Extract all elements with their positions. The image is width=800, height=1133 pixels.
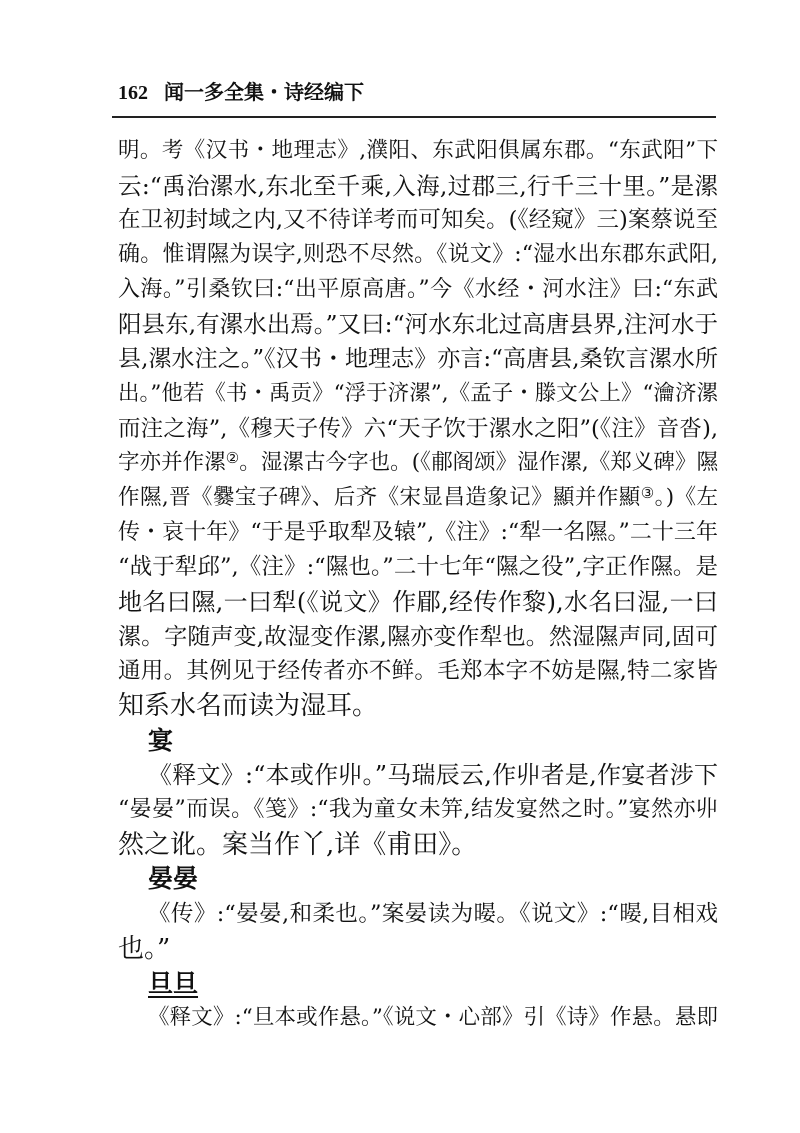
text-line: 漯。字随声变,故湿变作漯,隰亦变作犁也。然湿隰声同,固可 xyxy=(118,623,718,650)
text-segment: 字亦并作漯 xyxy=(118,450,226,476)
footnote-marker: ② xyxy=(225,449,240,468)
text-line: 而注之海”,《穆天子传》六“天子饮于漯水之阳”(《注》音沓), xyxy=(118,415,718,442)
text-line: 通用。其例见于经传者亦不鲜。毛郑本字不妨是隰,特二家皆 xyxy=(118,658,718,685)
entry-heading: 宴 xyxy=(148,725,174,755)
text-line: “晏晏”而误。《笺》:“我为童女未笄,结发宴然之时。”宴然亦丱 xyxy=(118,797,718,823)
text-line: 云:“禹治漯水,东北至千乘,入海,过郡三,行千三十里。”是漯 xyxy=(118,171,718,200)
entry-heading-text: 旦旦 xyxy=(148,968,199,998)
text-line xyxy=(118,481,718,516)
text-line: 入海。”引桑钦曰:“出平原高唐。”今《水经・河水注》曰:“东武 xyxy=(118,276,718,302)
text-line xyxy=(118,446,718,481)
text-line: 县,漯水注之。”《汉书・地理志》亦言:“高唐县,桑钦言漯水所 xyxy=(118,346,718,373)
text-line: 传・哀十年》“于是乎取犁及辕”,《注》:“犁一名隰。”二十三年 xyxy=(118,519,718,545)
text-line: 确。惟谓隰为误字,则恐不尽然。《说文》:“湿水出东郡东武阳, xyxy=(118,242,718,268)
text-line: 明。考《汉书・地理志》,濮阳、东武阳俱属东郡。“东武阳”下 xyxy=(118,138,718,163)
text-line: 阳县东,有漯水出焉。”又曰:“河水东北过高唐县界,注河水于 xyxy=(118,310,718,339)
text-line: 地名曰隰,一曰犁(《说文》作郿,经传作黎),水名曰湿,一曰 xyxy=(118,587,718,616)
text-line: 《释文》:“本或作丱。”马瑞辰云,作丱者是,作宴者涉下 xyxy=(148,761,718,790)
footnote-marker: ③ xyxy=(640,483,655,502)
page-number: 162 xyxy=(118,82,148,104)
text-segment: 。湿漯古今字也。(《郙阁颂》湿作漯,《郑义碑》隰 xyxy=(239,450,718,476)
text-line: 在卫初封域之内,又不待详考而可知矣。(《经窥》三)案蔡说至 xyxy=(118,207,718,234)
entry-heading: 晏晏 xyxy=(148,864,199,894)
text-segment: 作隰,晋《爨宝子碑》、后齐《宋显昌造象记》顯并作顯 xyxy=(118,484,641,510)
running-title: 闻一多全集・诗经编下 xyxy=(164,80,364,104)
text-segment: 。)《左 xyxy=(654,484,718,510)
text-line: 出。”他若《书・禹贡》“浮于济漯”,《孟子・滕文公上》“瀹济漯 xyxy=(118,380,718,406)
text-line: 也。” xyxy=(118,933,171,964)
page-body xyxy=(118,134,718,1036)
header-rule xyxy=(112,116,716,118)
entry-heading xyxy=(118,967,718,1002)
text-line: “战于犁邱”,《注》:“隰也。”二十七年“隰之役”,字正作隰。是 xyxy=(118,554,718,581)
text-line: 知系水名而读为湿耳。 xyxy=(118,691,379,721)
text-line: 然之讹。案当作丫,详《甫田》。 xyxy=(118,829,478,860)
running-header xyxy=(118,76,364,105)
text-line: 《传》:“晏晏,和柔也。”案晏读为暥。《说文》:“暥,目相戏 xyxy=(148,901,718,928)
text-line: 《释文》:“旦本或作悬。”《说文・心部》引《诗》作悬。悬即 xyxy=(148,1005,718,1031)
